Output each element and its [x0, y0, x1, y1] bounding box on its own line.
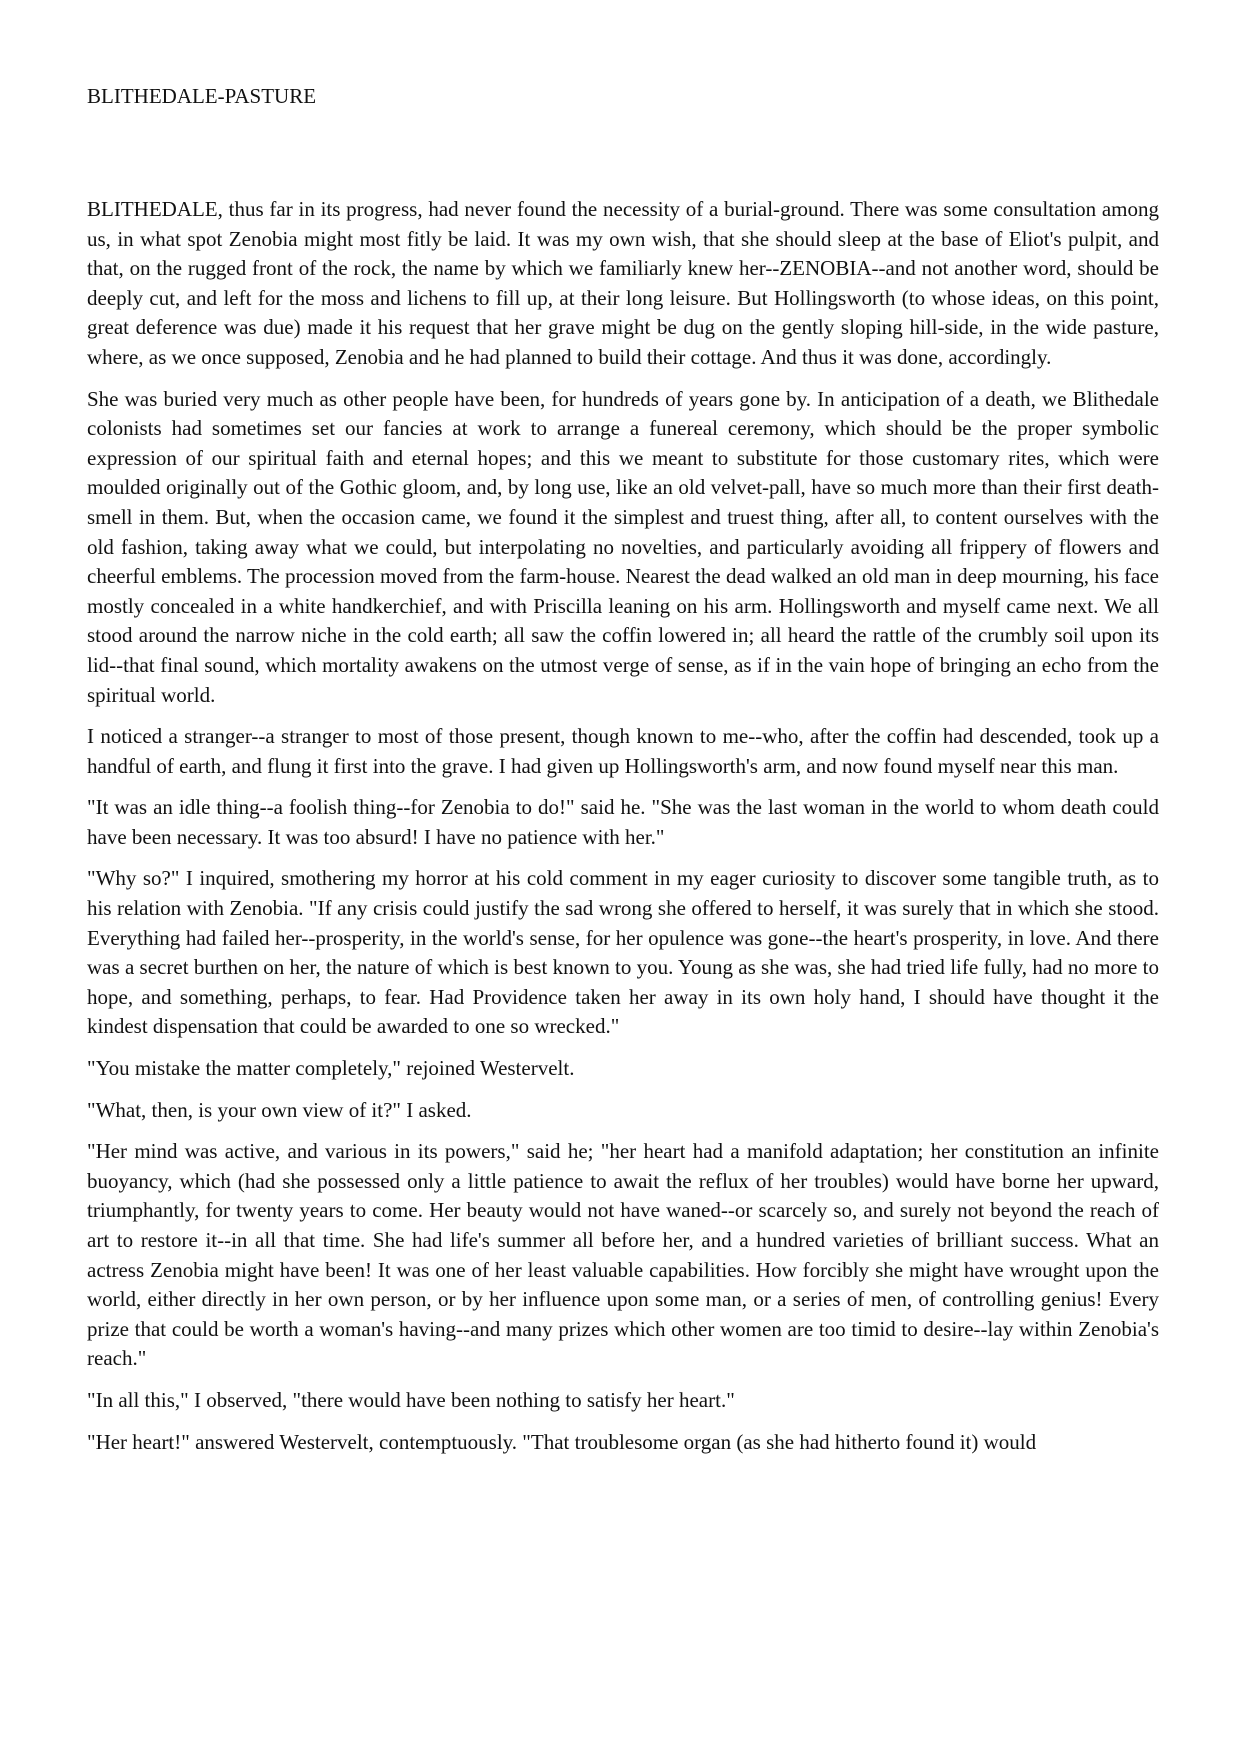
chapter-title: BLITHEDALE-PASTURE — [87, 84, 317, 108]
paragraph-1: BLITHEDALE, thus far in its progress, had never found the necessity of a burial-ground. There was some consultation among us, in what spot Zenobia might most fitly be laid. It was my own wish, that she should sleep at the base of Eliot's pulpit, and that, on the rugged front of the rock, the name by which we familiarly knew her--ZENOBIA--and not another word, should be deeply cut, and left for the moss and lichens to fill up, at their long leisure. But Hollingsworth (to whose ideas, on this point, great deference was due) made it his request that her grave might be dug on the gently sloping hill-side, in the wide pasture, where, as we once supposed, Zenobia and he had planned to build their cottage. And thus it was done, accordingly. — [87, 197, 1159, 369]
paragraph-7: "What, then, is your own view of it?" I asked. — [87, 1097, 472, 1122]
paragraph-4: "It was an idle thing--a foolish thing--for Zenobia to do!" said he. "She was the last woman in the world to whom death could have been necessary. It was too absurd! I have no patience with her." — [87, 795, 1159, 849]
paragraph-10: "Her heart!" answered Westervelt, contemptuously. "That troublesome organ (as she had hitherto found it) would — [87, 1429, 1037, 1454]
paragraph-5: "Why so?" I inquired, smothering my horror at his cold comment in my eager curiosity to discover some tangible truth, as to his relation with Zenobia. "If any crisis could justify the sad wrong she offered to herself, it was surely that in which she stood. Everything had failed her--prosperity, in the world's sense, for her opulence was gone--the heart's prosperity, in love. And there was a secret burthen on her, the nature of which is best known to you. Young as she was, she had tried life fully, had no more to hope, and something, perhaps, to fear. Had Providence taken her away in its own holy hand, I should have thought it the kindest dispensation that could be awarded to one so wrecked." — [87, 866, 1159, 1039]
paragraph-3: I noticed a stranger--a stranger to most of those present, though known to me--who, after the coffin had descended, took up a handful of earth, and flung it first into the grave. I had given up Hollingsworth's arm, and now found myself near this man. — [87, 724, 1159, 778]
document-page — [87, 82, 1159, 1469]
paragraph-8: "Her mind was active, and various in its powers," said he; "her heart had a manifold adaptation; her constitution an infinite buoyancy, which (had she possessed only a little patience to await the reflux of her troubles) would have borne her upward, triumphantly, for twenty years to come. Her beauty would not have waned--or scarcely so, and surely not beyond the reach of art to restore it--in all that time. She had life's summer all before her, and a hundred varieties of brilliant success. What an actress Zenobia might have been! It was one of her least valuable capabilities. How forcibly she might have wrought upon the world, either directly in her own person, or by her influence upon some man, or a series of men, of controlling genius! Every prize that could be worth a woman's having--and many prizes which other women are too timid to desire--lay within Zenobia's reach." — [87, 1139, 1159, 1371]
paragraph-6: "You mistake the matter completely," rejoined Westervelt. — [87, 1056, 575, 1081]
paragraph-9: "In all this," I observed, "there would have been nothing to satisfy her heart." — [87, 1387, 735, 1412]
paragraph-2: She was buried very much as other people have been, for hundreds of years gone by. In anticipation of a death, we Blithedale colonists had sometimes set our fancies at work to arrange a funereal ceremony, which should be the proper symbolic expression of our spiritual faith and eternal hopes; and this we meant to substitute for those customary rites, which were moulded originally out of the Gothic gloom, and, by long use, like an old velvet-pall, have so much more than their first death-smell in them. But, when the occasion came, we found it the simplest and truest thing, after all, to content ourselves with the old fashion, taking away what we could, but interpolating no novelties, and particularly avoiding all frippery of flowers and cheerful emblems. The procession moved from the farm-house. Nearest the dead walked an old man in deep mourning, his face mostly concealed in a white handkerchief, and with Priscilla leaning on his arm. Hollingsworth and myself came next. We all stood around the narrow niche in the cold earth; all saw the coffin lowered in; all heard the rattle of the crumbly soil upon its lid--that final sound, which mortality awakens on the utmost verge of sense, as if in the vain hope of bringing an echo from the spiritual world. — [87, 386, 1159, 707]
